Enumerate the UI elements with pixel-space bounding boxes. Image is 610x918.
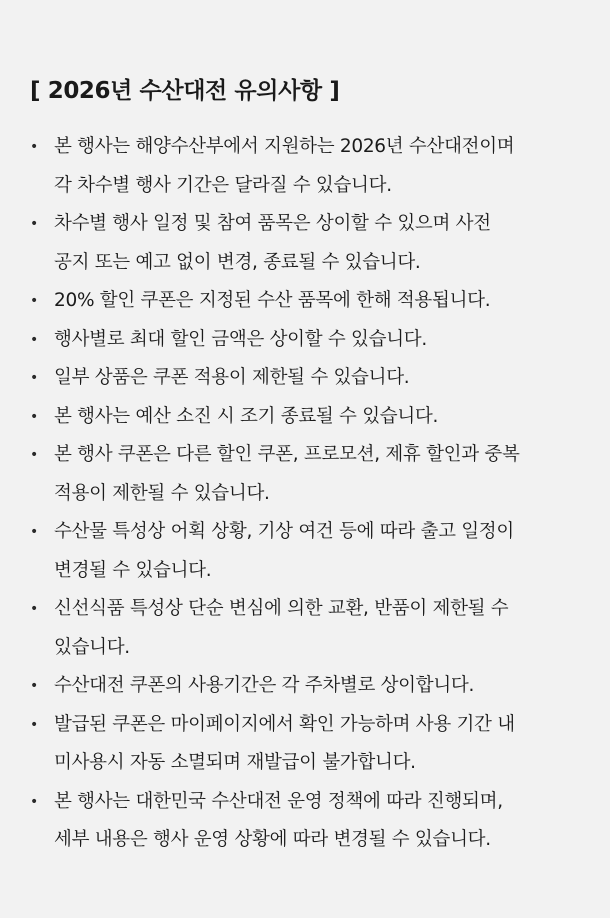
notice-item <box>30 282 610 321</box>
notice-item <box>30 128 610 205</box>
bullet-icon: • <box>30 716 38 733</box>
bullet-icon: • <box>30 447 38 463</box>
bullet-icon: • <box>30 139 38 155</box>
notice-item-line: 세부 내용은 행사 운영 상황에 따라 변경될 수 있습니다. <box>54 829 491 850</box>
notice-item-line: 차수별 행사 일정 및 참여 품목은 상이할 수 있으며 사전 <box>54 213 491 234</box>
notice-item-line: 있습니다. <box>54 636 130 658</box>
notice-item-line: 발급된 쿠폰은 마이페이지에서 확인 가능하며 사용 기간 내 <box>54 713 515 735</box>
bullet-icon: • <box>30 524 38 540</box>
notice-item <box>30 398 610 437</box>
notice-item-line: 20% 할인 쿠폰은 지정된 수산 품목에 한해 적용됩니다. <box>54 290 491 311</box>
notice-item <box>30 667 610 706</box>
notice-item-line: 본 행사는 해양수산부에서 지원하는 2026년 수산대전이며 <box>54 136 515 157</box>
bullet-icon: • <box>30 293 38 309</box>
notice-item-line: 수산대전 쿠폰의 사용기간은 각 주차별로 상이합니다. <box>54 675 475 696</box>
notice-item <box>30 321 610 360</box>
notice-item <box>30 783 610 860</box>
notice-item <box>30 436 610 513</box>
notice-item-line: 본 행사는 대한민국 수산대전 운영 정책에 따라 진행되며, <box>54 790 503 812</box>
notice-item-line: 일부 상품은 쿠폰 적용이 제한될 수 있습니다. <box>54 367 410 388</box>
notice-item <box>30 205 610 282</box>
notice-item <box>30 590 610 667</box>
notice-list <box>30 128 610 860</box>
notice-item-line: 신선식품 특성상 단순 변심에 의한 교환, 반품이 제한될 수 <box>54 598 509 619</box>
bullet-icon: • <box>30 331 38 348</box>
bullet-icon: • <box>30 370 38 386</box>
bullet-icon: • <box>30 408 38 425</box>
notice-item-line: 본 행사 쿠폰은 다른 할인 쿠폰, 프로모션, 제휴 할인과 중복 <box>54 444 520 465</box>
notice-title: [ 2026년 수산대전 유의사항 ] <box>30 78 340 104</box>
bullet-icon: • <box>30 793 38 810</box>
notice-item-line: 수산물 특성상 어획 상황, 기상 여건 등에 따라 출고 일정이 <box>54 521 514 542</box>
notice-item-line: 각 차수별 행사 기간은 달라질 수 있습니다. <box>54 174 392 196</box>
bullet-icon: • <box>30 678 38 694</box>
notice-item <box>30 513 610 590</box>
notice-item <box>30 359 610 398</box>
notice-item-line: 행사별로 최대 할인 금액은 상이할 수 있습니다. <box>54 328 427 350</box>
notice-item-line: 적용이 제한될 수 있습니다. <box>54 482 270 504</box>
notice-item-line: 본 행사는 예산 소진 시 조기 종료될 수 있습니다. <box>54 405 439 427</box>
notice-item-line: 미사용시 자동 소멸되며 재발급이 불가합니다. <box>54 752 416 773</box>
notice-item-line: 공지 또는 예고 없이 변경, 종료될 수 있습니다. <box>54 251 421 273</box>
notice-item-line: 변경될 수 있습니다. <box>54 559 212 581</box>
bullet-icon: • <box>30 216 38 232</box>
bullet-icon: • <box>30 601 38 617</box>
notice-item <box>30 706 610 783</box>
